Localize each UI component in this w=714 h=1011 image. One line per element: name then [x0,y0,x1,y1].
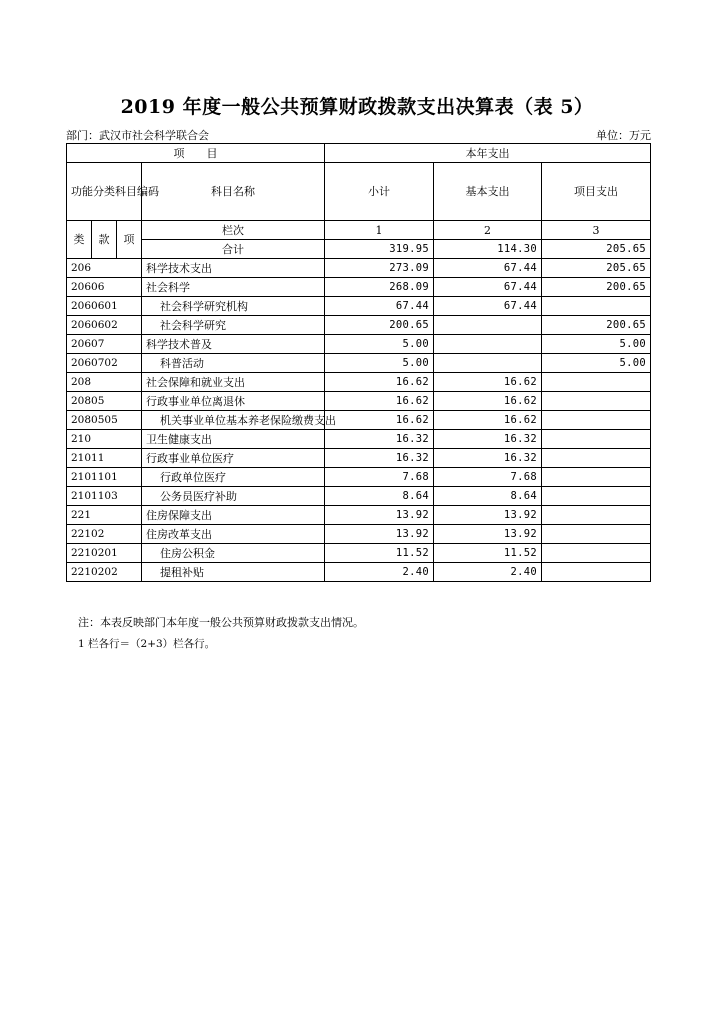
row-subtotal: 16.62 [325,392,434,411]
header-item: 项 目 [67,144,325,163]
row-subtotal: 8.64 [325,487,434,506]
total-basic: 114.30 [434,240,542,259]
row-basic: 13.92 [434,506,542,525]
row-subtotal: 16.32 [325,430,434,449]
row-name: 科普活动 [142,354,325,373]
row-basic: 13.92 [434,525,542,544]
header-expense: 本年支出 [325,144,651,163]
row-name: 提租补贴 [142,563,325,582]
row-project: 205.65 [542,259,651,278]
table-row [67,373,651,392]
row-subtotal: 16.32 [325,449,434,468]
row-code: 206 [67,259,142,278]
column-no-1: 1 [325,221,434,240]
row-project [542,449,651,468]
table-row [67,544,651,563]
row-basic: 8.64 [434,487,542,506]
row-code: 2060702 [67,354,142,373]
row-code: 2210201 [67,544,142,563]
column-no-label: 栏次 [142,221,325,240]
row-project [542,297,651,316]
row-basic: 67.44 [434,278,542,297]
row-subtotal: 13.92 [325,525,434,544]
header-row-2 [67,163,651,221]
row-code: 221 [67,506,142,525]
row-subtotal: 268.09 [325,278,434,297]
row-project [542,544,651,563]
row-subtotal: 13.92 [325,506,434,525]
row-basic [434,354,542,373]
row-name: 行政单位医疗 [142,468,325,487]
header-xiang: 项 [117,221,142,259]
department-label: 部门：武汉市社会科学联合会 [66,129,209,142]
row-name: 科学技术普及 [142,335,325,354]
row-project: 5.00 [542,335,651,354]
row-basic: 16.32 [434,449,542,468]
row-basic: 16.62 [434,411,542,430]
row-basic: 2.40 [434,563,542,582]
table-row [67,411,651,430]
table-row [67,259,651,278]
total-subtotal: 319.95 [325,240,434,259]
row-name: 社会科学研究机构 [142,297,325,316]
table-row [67,487,651,506]
row-project [542,411,651,430]
row-project [542,373,651,392]
row-code: 20805 [67,392,142,411]
row-name: 社会科学 [142,278,325,297]
table-row [67,392,651,411]
header-subject-name: 科目名称 [142,163,325,221]
row-project [542,563,651,582]
row-project [542,487,651,506]
table-row [67,316,651,335]
total-row [67,240,651,259]
row-subtotal: 67.44 [325,297,434,316]
row-project [542,525,651,544]
row-code: 210 [67,430,142,449]
row-name: 科学技术支出 [142,259,325,278]
row-name: 行政事业单位离退休 [142,392,325,411]
row-code: 2101103 [67,487,142,506]
note-line-1: 注：本表反映部门本年度一般公共预算财政拨款支出情况。 [78,616,364,629]
budget-table [66,143,651,582]
row-code: 2060602 [67,316,142,335]
table-row [67,354,651,373]
row-code: 208 [67,373,142,392]
row-code: 20607 [67,335,142,354]
header-basic: 基本支出 [434,163,542,221]
row-subtotal: 273.09 [325,259,434,278]
row-basic: 67.44 [434,259,542,278]
row-name: 行政事业单位医疗 [142,449,325,468]
row-subtotal: 5.00 [325,354,434,373]
table-row [67,278,651,297]
row-project [542,392,651,411]
row-code: 2210202 [67,563,142,582]
row-name: 住房改革支出 [142,525,325,544]
row-project [542,468,651,487]
row-basic: 16.62 [434,392,542,411]
table-row [67,506,651,525]
header-func-code: 功能分类科目编码 [67,163,142,221]
unit-label: 单位：万元 [596,129,651,142]
table-row [67,449,651,468]
row-project [542,506,651,525]
row-subtotal: 16.62 [325,411,434,430]
table-row [67,430,651,449]
table-row [67,468,651,487]
row-subtotal: 7.68 [325,468,434,487]
row-basic: 16.32 [434,430,542,449]
total-project: 205.65 [542,240,651,259]
row-subtotal: 16.62 [325,373,434,392]
table-row [67,297,651,316]
column-no-3: 3 [542,221,651,240]
row-basic: 67.44 [434,297,542,316]
table-row [67,335,651,354]
row-code: 2101101 [67,468,142,487]
row-basic: 16.62 [434,373,542,392]
row-name: 卫生健康支出 [142,430,325,449]
total-label: 合计 [142,240,325,259]
row-project [542,430,651,449]
header-kuan: 款 [92,221,117,259]
row-code: 2080505 [67,411,142,430]
header-subtotal: 小计 [325,163,434,221]
row-code: 2060601 [67,297,142,316]
page-title: 2019 年度一般公共预算财政拨款支出决算表（表 5） [120,96,594,118]
row-project: 5.00 [542,354,651,373]
row-code: 20606 [67,278,142,297]
row-name: 社会保障和就业支出 [142,373,325,392]
row-name: 社会科学研究 [142,316,325,335]
header-project: 项目支出 [542,163,651,221]
row-name: 住房公积金 [142,544,325,563]
row-basic [434,335,542,354]
row-name: 公务员医疗补助 [142,487,325,506]
row-name: 机关事业单位基本养老保险缴费支出 [142,411,325,430]
row-basic: 11.52 [434,544,542,563]
table-row [67,525,651,544]
row-project: 200.65 [542,316,651,335]
header-row-1 [67,144,651,163]
column-no-2: 2 [434,221,542,240]
row-code: 21011 [67,449,142,468]
row-basic [434,316,542,335]
table-row [67,563,651,582]
row-basic: 7.68 [434,468,542,487]
row-name: 住房保障支出 [142,506,325,525]
row-subtotal: 2.40 [325,563,434,582]
note-line-2: 1 栏各行＝（2+3）栏各行。 [78,638,216,650]
column-number-row [67,221,651,240]
row-subtotal: 200.65 [325,316,434,335]
row-subtotal: 5.00 [325,335,434,354]
row-subtotal: 11.52 [325,544,434,563]
header-lei: 类 [67,221,92,259]
row-project: 200.65 [542,278,651,297]
row-code: 22102 [67,525,142,544]
